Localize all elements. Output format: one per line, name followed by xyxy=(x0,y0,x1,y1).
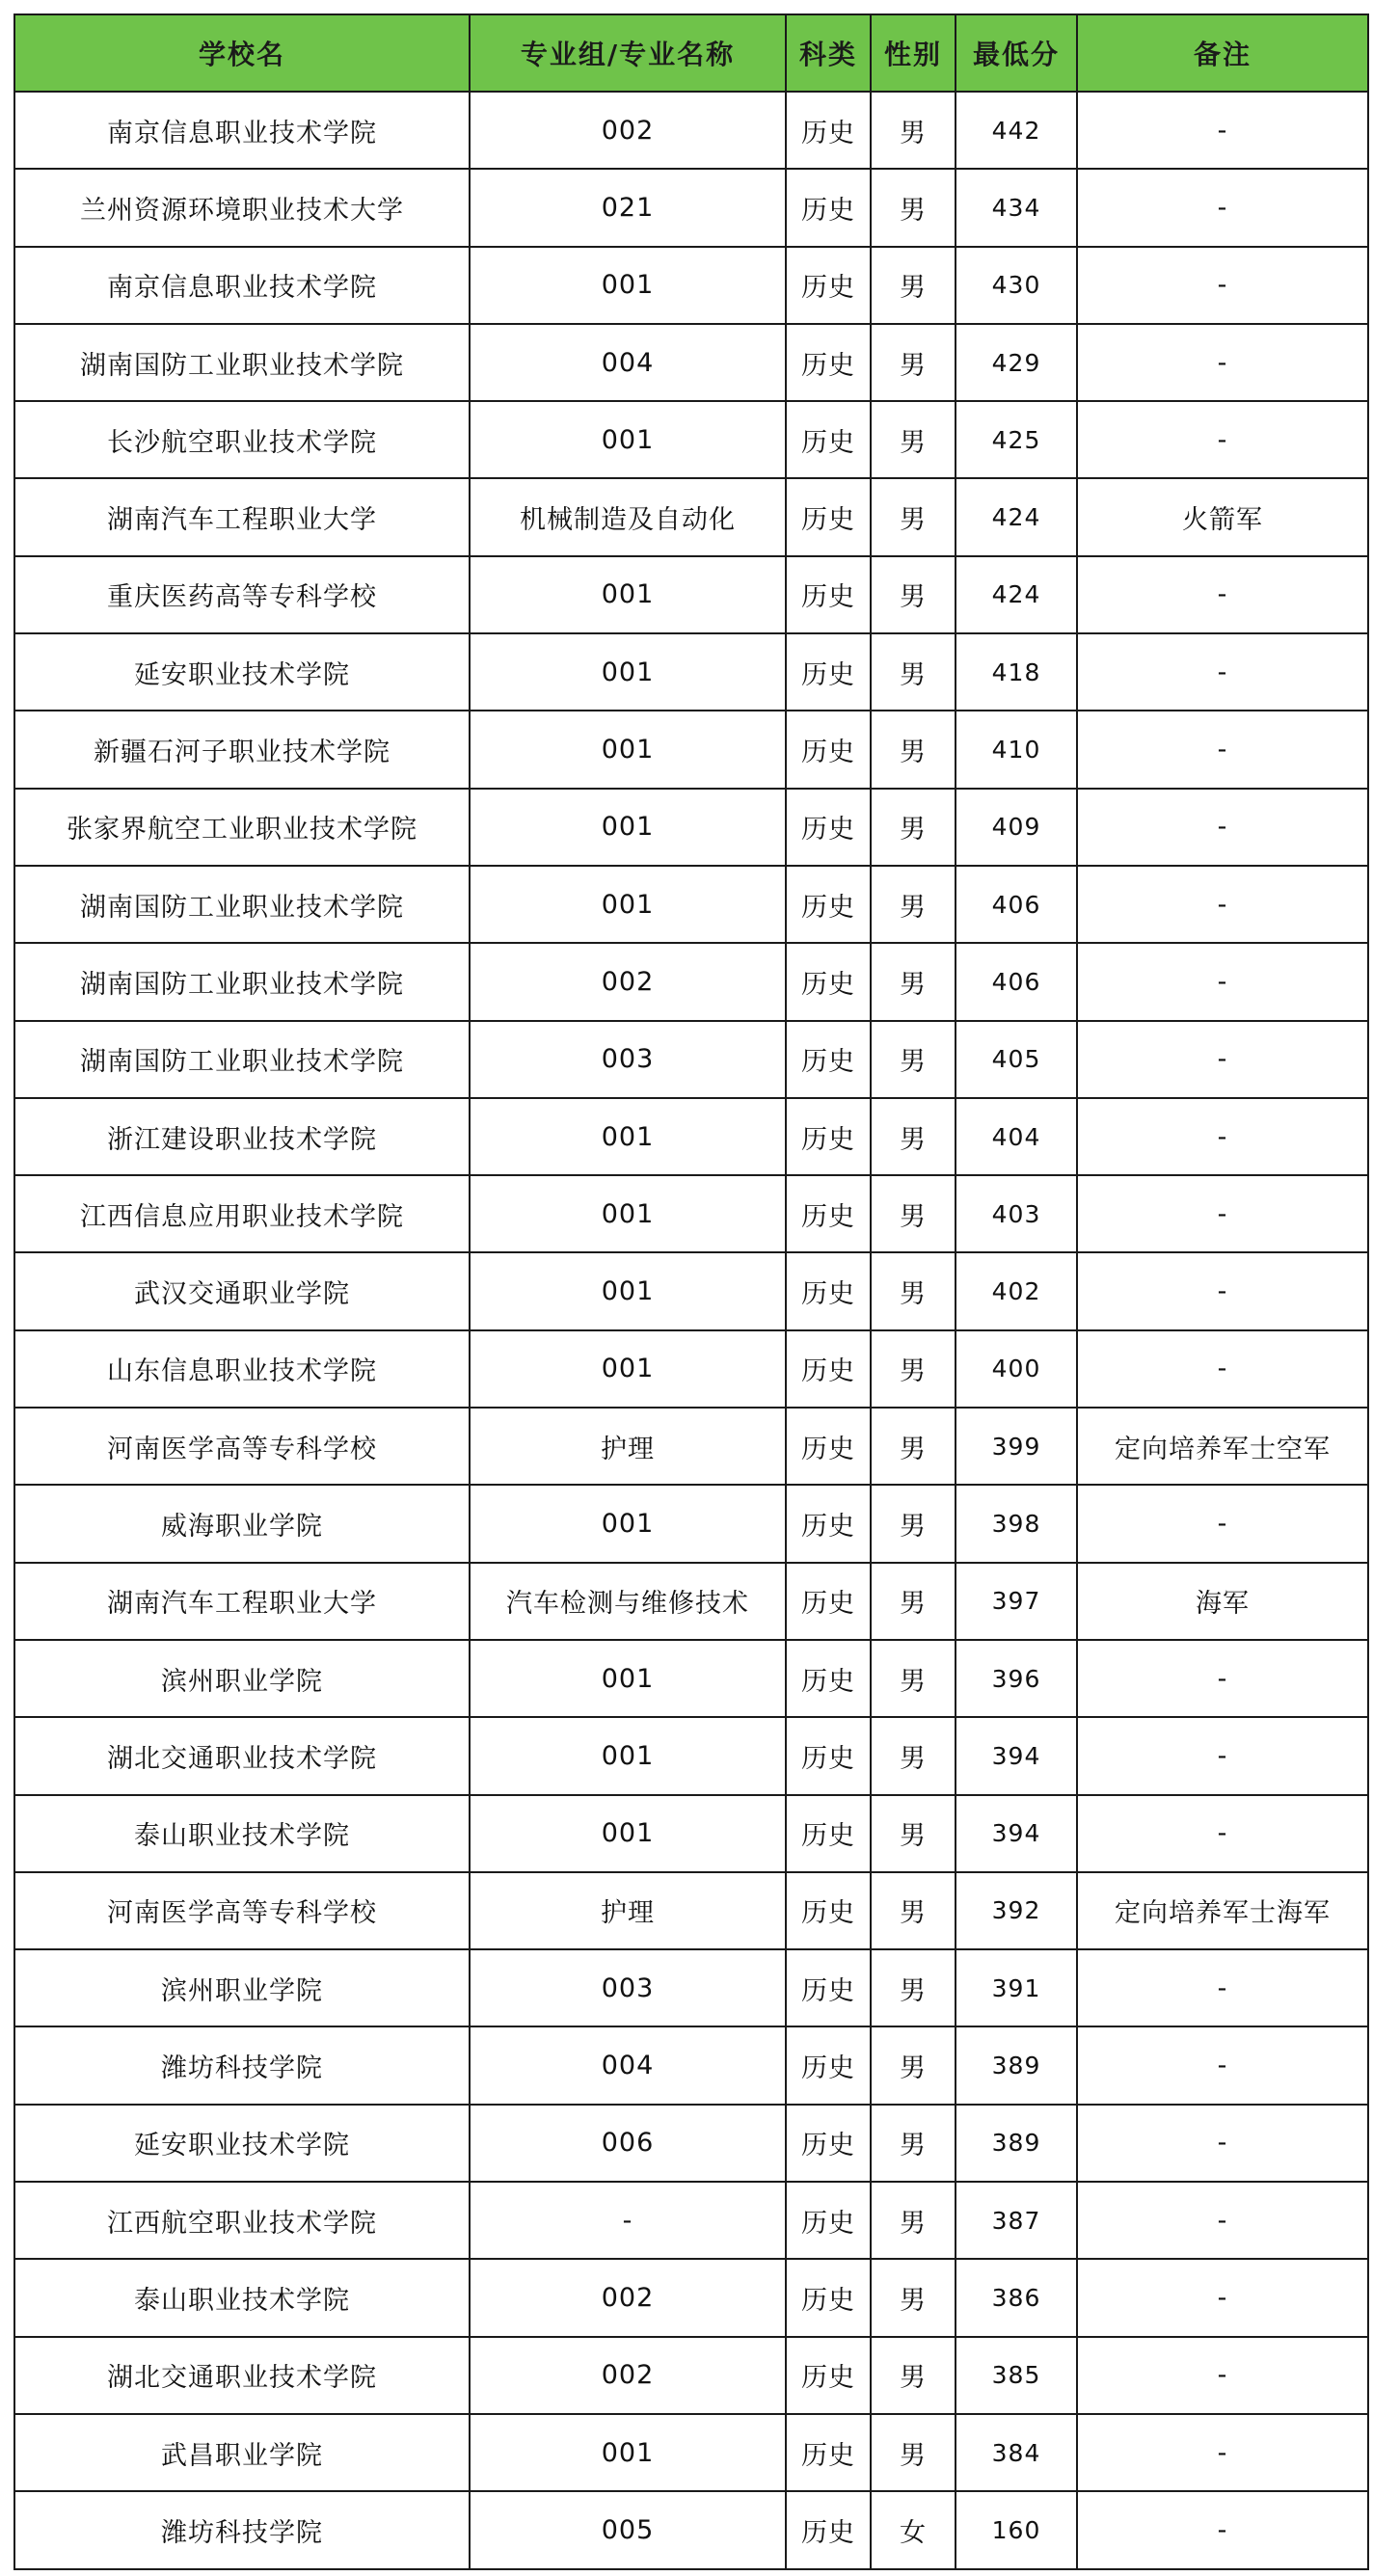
cell-min-score: 394 xyxy=(956,1717,1077,1794)
cell-major: 005 xyxy=(470,2491,786,2568)
cell-gender: 男 xyxy=(871,1640,956,1717)
table-row xyxy=(14,169,1368,246)
cell-school: 湖南汽车工程职业大学 xyxy=(14,1563,470,1640)
cell-category: 历史 xyxy=(786,2259,871,2336)
cell-min-score: 424 xyxy=(956,556,1077,633)
cell-min-score: 389 xyxy=(956,2105,1077,2182)
cell-category: 历史 xyxy=(786,2105,871,2182)
cell-major: 001 xyxy=(470,866,786,943)
cell-gender: 男 xyxy=(871,789,956,866)
column-header-min-score: 最低分 xyxy=(956,14,1077,92)
cell-gender: 男 xyxy=(871,633,956,711)
cell-school: 江西航空职业技术学院 xyxy=(14,2182,470,2259)
cell-major: 003 xyxy=(470,1949,786,2026)
table-row xyxy=(14,2414,1368,2491)
cell-category: 历史 xyxy=(786,1717,871,1794)
cell-min-score: 389 xyxy=(956,2026,1077,2104)
cell-gender: 男 xyxy=(871,2182,956,2259)
cell-category: 历史 xyxy=(786,1485,871,1562)
cell-note: - xyxy=(1077,2491,1368,2568)
cell-category: 历史 xyxy=(786,2414,871,2491)
cell-gender: 男 xyxy=(871,1175,956,1252)
cell-note: - xyxy=(1077,1175,1368,1252)
cell-min-score: 430 xyxy=(956,247,1077,324)
cell-category: 历史 xyxy=(786,1098,871,1175)
cell-note: - xyxy=(1077,1098,1368,1175)
cell-school: 湖南国防工业职业技术学院 xyxy=(14,324,470,401)
cell-major: 001 xyxy=(470,789,786,866)
header-row xyxy=(14,14,1368,92)
table-header xyxy=(14,14,1368,92)
cell-min-score: 403 xyxy=(956,1175,1077,1252)
cell-major: 002 xyxy=(470,2259,786,2336)
column-header-major: 专业组/专业名称 xyxy=(470,14,786,92)
cell-major: - xyxy=(470,2182,786,2259)
cell-gender: 男 xyxy=(871,2414,956,2491)
cell-gender: 男 xyxy=(871,401,956,478)
table-row xyxy=(14,1717,1368,1794)
cell-min-score: 425 xyxy=(956,401,1077,478)
cell-gender: 男 xyxy=(871,2337,956,2414)
table-row xyxy=(14,2026,1368,2104)
cell-note: - xyxy=(1077,2105,1368,2182)
cell-note: - xyxy=(1077,1485,1368,1562)
table-row xyxy=(14,866,1368,943)
cell-school: 延安职业技术学院 xyxy=(14,633,470,711)
table-row xyxy=(14,2182,1368,2259)
cell-major: 002 xyxy=(470,2337,786,2414)
cell-category: 历史 xyxy=(786,478,871,555)
cell-min-score: 386 xyxy=(956,2259,1077,2336)
cell-min-score: 418 xyxy=(956,633,1077,711)
cell-note: - xyxy=(1077,556,1368,633)
cell-school: 威海职业学院 xyxy=(14,1485,470,1562)
cell-note: - xyxy=(1077,324,1368,401)
cell-note: - xyxy=(1077,943,1368,1020)
cell-gender: 男 xyxy=(871,556,956,633)
cell-min-score: 160 xyxy=(956,2491,1077,2568)
cell-school: 重庆医药高等专科学校 xyxy=(14,556,470,633)
cell-min-score: 409 xyxy=(956,789,1077,866)
cell-min-score: 398 xyxy=(956,1485,1077,1562)
cell-gender: 男 xyxy=(871,1021,956,1098)
cell-gender: 男 xyxy=(871,1408,956,1485)
cell-category: 历史 xyxy=(786,1563,871,1640)
admission-score-table xyxy=(13,13,1369,2570)
cell-gender: 男 xyxy=(871,169,956,246)
cell-note: - xyxy=(1077,169,1368,246)
cell-gender: 男 xyxy=(871,478,956,555)
cell-school: 泰山职业技术学院 xyxy=(14,2259,470,2336)
cell-min-score: 402 xyxy=(956,1252,1077,1329)
cell-school: 潍坊科技学院 xyxy=(14,2026,470,2104)
cell-major: 001 xyxy=(470,711,786,788)
cell-school: 河南医学高等专科学校 xyxy=(14,1872,470,1949)
cell-min-score: 406 xyxy=(956,943,1077,1020)
cell-school: 南京信息职业技术学院 xyxy=(14,92,470,169)
cell-min-score: 392 xyxy=(956,1872,1077,1949)
table-row xyxy=(14,1949,1368,2026)
cell-gender: 男 xyxy=(871,1098,956,1175)
cell-min-score: 391 xyxy=(956,1949,1077,2026)
table-row xyxy=(14,2491,1368,2568)
cell-school: 滨州职业学院 xyxy=(14,1949,470,2026)
cell-note: - xyxy=(1077,1640,1368,1717)
cell-min-score: 397 xyxy=(956,1563,1077,1640)
cell-gender: 男 xyxy=(871,1949,956,2026)
table-row xyxy=(14,1175,1368,1252)
cell-note: - xyxy=(1077,1330,1368,1408)
column-header-note: 备注 xyxy=(1077,14,1368,92)
cell-category: 历史 xyxy=(786,2337,871,2414)
table-row xyxy=(14,2259,1368,2336)
table-row xyxy=(14,711,1368,788)
column-header-school: 学校名 xyxy=(14,14,470,92)
cell-school: 河南医学高等专科学校 xyxy=(14,1408,470,1485)
table-row xyxy=(14,943,1368,1020)
cell-major: 004 xyxy=(470,324,786,401)
cell-major: 护理 xyxy=(470,1872,786,1949)
cell-major: 006 xyxy=(470,2105,786,2182)
cell-gender: 男 xyxy=(871,1252,956,1329)
cell-major: 001 xyxy=(470,1330,786,1408)
cell-category: 历史 xyxy=(786,1408,871,1485)
cell-note: 定向培养军士海军 xyxy=(1077,1872,1368,1949)
cell-school: 湖北交通职业技术学院 xyxy=(14,2337,470,2414)
cell-note: - xyxy=(1077,1021,1368,1098)
table-row xyxy=(14,1485,1368,1562)
cell-note: - xyxy=(1077,1949,1368,2026)
cell-category: 历史 xyxy=(786,401,871,478)
table-row xyxy=(14,2105,1368,2182)
cell-school: 武昌职业学院 xyxy=(14,2414,470,2491)
cell-school: 湖北交通职业技术学院 xyxy=(14,1717,470,1794)
cell-gender: 男 xyxy=(871,1795,956,1872)
cell-category: 历史 xyxy=(786,2182,871,2259)
cell-major: 001 xyxy=(470,247,786,324)
cell-min-score: 410 xyxy=(956,711,1077,788)
cell-major: 003 xyxy=(470,1021,786,1098)
cell-major: 护理 xyxy=(470,1408,786,1485)
cell-major: 汽车检测与维修技术 xyxy=(470,1563,786,1640)
cell-school: 长沙航空职业技术学院 xyxy=(14,401,470,478)
cell-min-score: 394 xyxy=(956,1795,1077,1872)
cell-gender: 男 xyxy=(871,1485,956,1562)
cell-category: 历史 xyxy=(786,1640,871,1717)
cell-category: 历史 xyxy=(786,1795,871,1872)
cell-note: - xyxy=(1077,1717,1368,1794)
cell-school: 南京信息职业技术学院 xyxy=(14,247,470,324)
cell-category: 历史 xyxy=(786,1949,871,2026)
cell-note: 定向培养军士空军 xyxy=(1077,1408,1368,1485)
cell-school: 浙江建设职业技术学院 xyxy=(14,1098,470,1175)
cell-school: 湖南汽车工程职业大学 xyxy=(14,478,470,555)
cell-min-score: 406 xyxy=(956,866,1077,943)
cell-note: - xyxy=(1077,2259,1368,2336)
cell-gender: 男 xyxy=(871,1872,956,1949)
cell-category: 历史 xyxy=(786,1252,871,1329)
cell-major: 002 xyxy=(470,92,786,169)
cell-category: 历史 xyxy=(786,169,871,246)
cell-school: 湖南国防工业职业技术学院 xyxy=(14,943,470,1020)
cell-gender: 男 xyxy=(871,943,956,1020)
table-row xyxy=(14,247,1368,324)
cell-min-score: 405 xyxy=(956,1021,1077,1098)
cell-major: 002 xyxy=(470,943,786,1020)
cell-major: 001 xyxy=(470,556,786,633)
cell-min-score: 387 xyxy=(956,2182,1077,2259)
cell-min-score: 384 xyxy=(956,2414,1077,2491)
cell-note: - xyxy=(1077,401,1368,478)
cell-category: 历史 xyxy=(786,943,871,1020)
column-header-gender: 性别 xyxy=(871,14,956,92)
cell-gender: 男 xyxy=(871,2026,956,2104)
cell-school: 潍坊科技学院 xyxy=(14,2491,470,2568)
table-row xyxy=(14,556,1368,633)
cell-major: 001 xyxy=(470,1175,786,1252)
cell-category: 历史 xyxy=(786,1872,871,1949)
table-row xyxy=(14,1330,1368,1408)
cell-major: 001 xyxy=(470,1640,786,1717)
cell-gender: 男 xyxy=(871,2259,956,2336)
cell-school: 新疆石河子职业技术学院 xyxy=(14,711,470,788)
cell-category: 历史 xyxy=(786,92,871,169)
cell-note: - xyxy=(1077,1795,1368,1872)
cell-major: 机械制造及自动化 xyxy=(470,478,786,555)
cell-category: 历史 xyxy=(786,1330,871,1408)
cell-gender: 男 xyxy=(871,1717,956,1794)
cell-min-score: 404 xyxy=(956,1098,1077,1175)
cell-gender: 女 xyxy=(871,2491,956,2568)
cell-category: 历史 xyxy=(786,789,871,866)
cell-category: 历史 xyxy=(786,1175,871,1252)
cell-note: - xyxy=(1077,92,1368,169)
cell-category: 历史 xyxy=(786,2026,871,2104)
cell-category: 历史 xyxy=(786,633,871,711)
cell-major: 004 xyxy=(470,2026,786,2104)
cell-min-score: 434 xyxy=(956,169,1077,246)
cell-note: - xyxy=(1077,2026,1368,2104)
cell-major: 001 xyxy=(470,1098,786,1175)
table-row xyxy=(14,1563,1368,1640)
table-row xyxy=(14,1640,1368,1717)
cell-school: 延安职业技术学院 xyxy=(14,2105,470,2182)
table-row xyxy=(14,2337,1368,2414)
table-row xyxy=(14,401,1368,478)
cell-note: - xyxy=(1077,633,1368,711)
cell-note: - xyxy=(1077,247,1368,324)
table-row xyxy=(14,789,1368,866)
cell-category: 历史 xyxy=(786,2491,871,2568)
cell-min-score: 424 xyxy=(956,478,1077,555)
cell-note: - xyxy=(1077,2414,1368,2491)
cell-major: 001 xyxy=(470,1485,786,1562)
cell-gender: 男 xyxy=(871,1330,956,1408)
cell-note: - xyxy=(1077,789,1368,866)
table-row xyxy=(14,1872,1368,1949)
cell-category: 历史 xyxy=(786,247,871,324)
cell-category: 历史 xyxy=(786,866,871,943)
cell-gender: 男 xyxy=(871,2105,956,2182)
cell-min-score: 399 xyxy=(956,1408,1077,1485)
cell-major: 001 xyxy=(470,1795,786,1872)
cell-major: 001 xyxy=(470,2414,786,2491)
cell-major: 001 xyxy=(470,401,786,478)
cell-school: 江西信息应用职业技术学院 xyxy=(14,1175,470,1252)
cell-min-score: 396 xyxy=(956,1640,1077,1717)
cell-note: - xyxy=(1077,866,1368,943)
cell-school: 湖南国防工业职业技术学院 xyxy=(14,866,470,943)
cell-school: 泰山职业技术学院 xyxy=(14,1795,470,1872)
cell-note: - xyxy=(1077,711,1368,788)
cell-school: 张家界航空工业职业技术学院 xyxy=(14,789,470,866)
cell-major: 001 xyxy=(470,633,786,711)
cell-major: 001 xyxy=(470,1717,786,1794)
cell-school: 武汉交通职业学院 xyxy=(14,1252,470,1329)
cell-note: 海军 xyxy=(1077,1563,1368,1640)
cell-note: 火箭军 xyxy=(1077,478,1368,555)
cell-school: 兰州资源环境职业技术大学 xyxy=(14,169,470,246)
cell-min-score: 385 xyxy=(956,2337,1077,2414)
cell-note: - xyxy=(1077,2337,1368,2414)
cell-note: - xyxy=(1077,1252,1368,1329)
cell-category: 历史 xyxy=(786,1021,871,1098)
table-row xyxy=(14,1098,1368,1175)
table-row xyxy=(14,1021,1368,1098)
table-row xyxy=(14,1252,1368,1329)
cell-gender: 男 xyxy=(871,866,956,943)
cell-category: 历史 xyxy=(786,324,871,401)
cell-category: 历史 xyxy=(786,556,871,633)
table-row xyxy=(14,1795,1368,1872)
table-body xyxy=(14,92,1368,2569)
cell-gender: 男 xyxy=(871,1563,956,1640)
cell-category: 历史 xyxy=(786,711,871,788)
cell-school: 湖南国防工业职业技术学院 xyxy=(14,1021,470,1098)
column-header-category: 科类 xyxy=(786,14,871,92)
cell-gender: 男 xyxy=(871,711,956,788)
table-row xyxy=(14,478,1368,555)
cell-school: 滨州职业学院 xyxy=(14,1640,470,1717)
cell-min-score: 400 xyxy=(956,1330,1077,1408)
table-row xyxy=(14,1408,1368,1485)
table-row xyxy=(14,324,1368,401)
table-row xyxy=(14,633,1368,711)
cell-min-score: 429 xyxy=(956,324,1077,401)
cell-gender: 男 xyxy=(871,324,956,401)
cell-min-score: 442 xyxy=(956,92,1077,169)
cell-gender: 男 xyxy=(871,92,956,169)
table-row xyxy=(14,92,1368,169)
cell-gender: 男 xyxy=(871,247,956,324)
cell-school: 山东信息职业技术学院 xyxy=(14,1330,470,1408)
cell-major: 021 xyxy=(470,169,786,246)
cell-note: - xyxy=(1077,2182,1368,2259)
cell-major: 001 xyxy=(470,1252,786,1329)
